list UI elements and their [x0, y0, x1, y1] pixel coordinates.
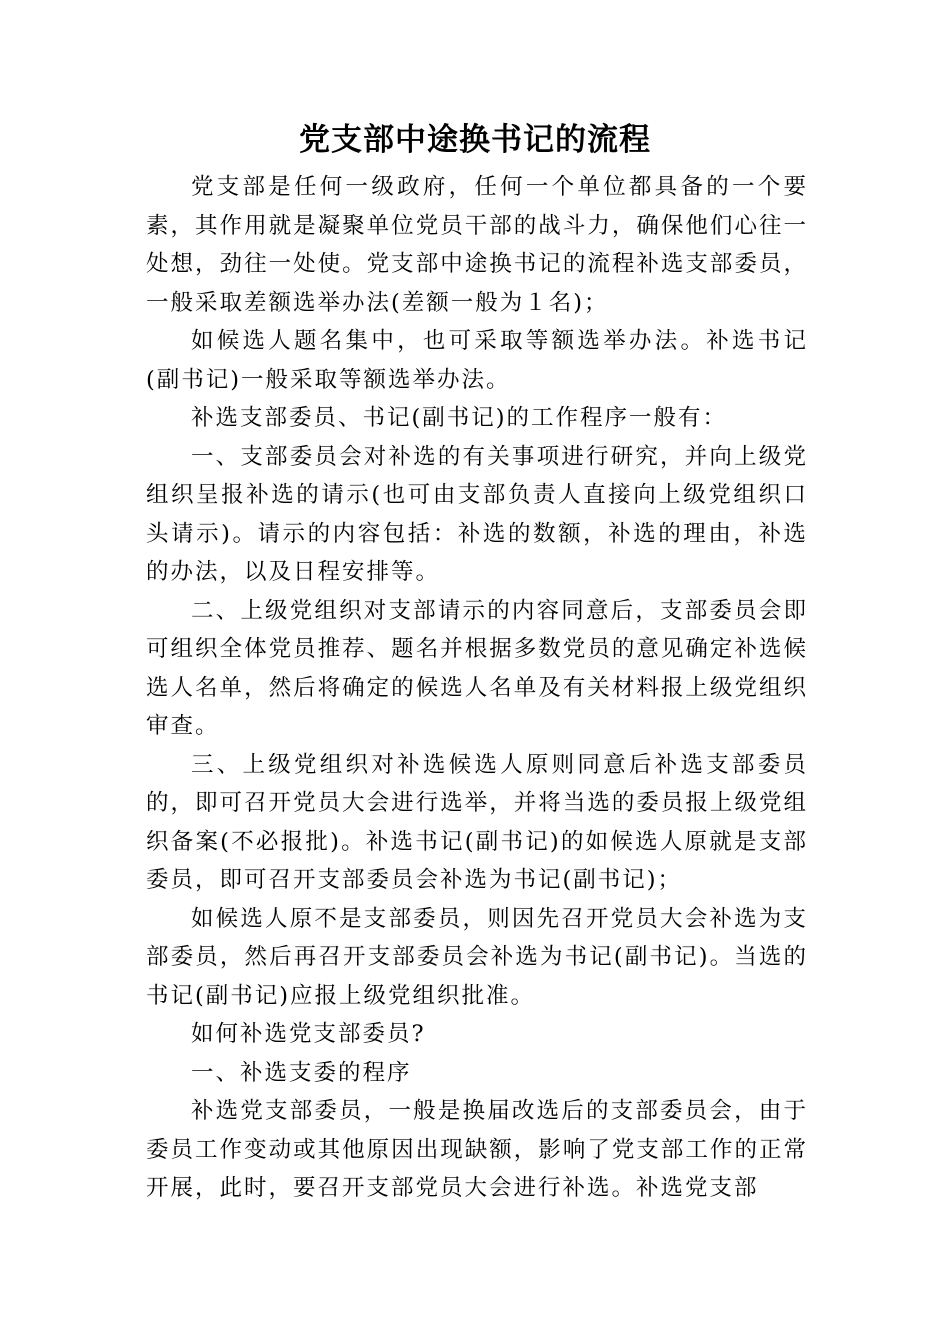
paragraph: 补选支部委员、书记(副书记)的工作程序一般有：: [191, 405, 728, 431]
paragraph: 三、上级党组织对补选候选人原则同意后补选支部委员的，即可召开党员大会进行选举，并将当选的委员报上级党组织备案(不必报批)。补选书记(副书记)的如候选人原就是支部委员，即可召开支部委员会补选为书记(副书记)；: [146, 751, 808, 893]
paragraph: 二、上级党组织对支部请示的内容同意后，支部委员会即可组织全体党员推荐、题名并根据多数党员的意见确定补选候选人名单，然后将确定的候选人名单及有关材料报上级党组织审查。: [146, 597, 808, 739]
paragraph: 党支部是任何一级政府，任何一个单位都具备的一个要素，其作用就是凝聚单位党员干部的战斗力，确保他们心往一处想，劲往一处使。党支部中途换书记的流程补选支部委员，一般采取差额选举办法(差额一般为１名)；: [146, 174, 808, 316]
paragraph: 如候选人原不是支部委员，则因先召开党员大会补选为支部委员，然后再召开支部委员会补选为书记(副书记)。当选的书记(副书记)应报上级党组织批准。: [146, 905, 808, 1009]
section-question: 如何补选党支部委员?: [191, 1021, 426, 1047]
document-title: 党支部中途换书记的流程: [299, 122, 651, 158]
section-heading: 一、补选支委的程序: [191, 1059, 412, 1086]
document-body: [146, 168, 808, 1208]
paragraph: 补选党支部委员，一般是换届改选后的支部委员会，由于委员工作变动或其他原因出现缺额，影响了党支部工作的正常开展，此时，要召开支部党员大会进行补选。补选党支部: [146, 1098, 808, 1201]
paragraph: 如候选人题名集中，也可采取等额选举办法。补选书记(副书记)一般采取等额选举办法。: [146, 328, 808, 393]
paragraph: 一、支部委员会对补选的有关事项进行研究，并向上级党组织呈报补选的请示(也可由支部负责人直接向上级党组织口头请示)。请示的内容包括：补选的数额，补选的理由，补选的办法，以及日程安排等。: [146, 443, 808, 585]
